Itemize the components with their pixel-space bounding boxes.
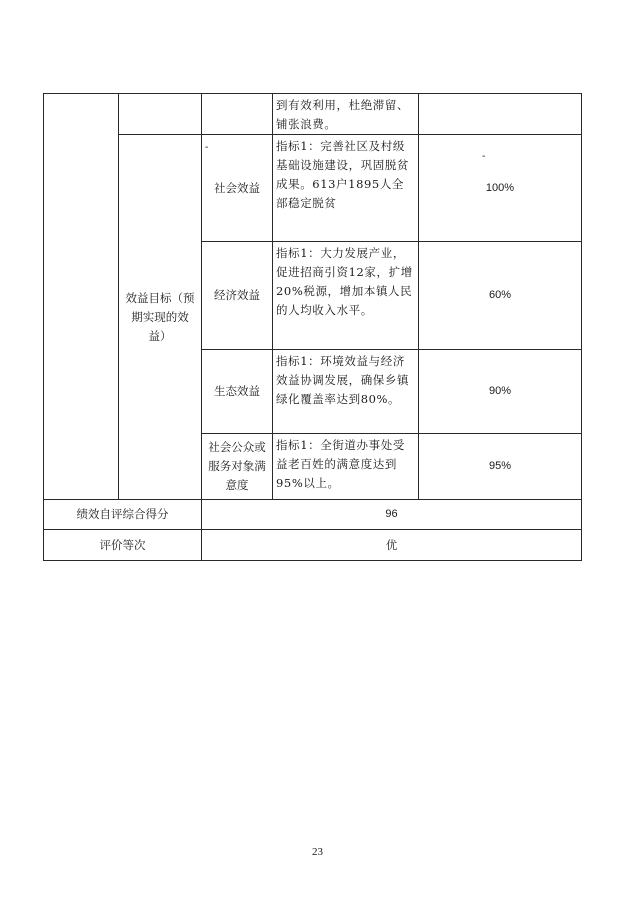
sub-category-ecological: 生态效益 [214,384,260,398]
indicator-cell: 指标1：全街道办事处受益老百姓的满意度达到95%以上。 [276,438,405,490]
sub-category-satisfaction: 社会公众或服务对象满意度 [208,440,266,492]
value-cell: 95% [488,460,512,472]
dash-mark: - [482,151,486,162]
page-number: 23 [312,846,323,858]
sub-category-economic: 经济效益 [214,288,260,302]
value-cell: 60% [488,289,512,301]
indicator-cell: 指标1：完善社区及村级基础设施建设，巩固脱贫成果。613户1895人全部稳定脱贫 [276,139,410,210]
indicator-cell: 指标1：大力发展产业，促进招商引资12家，扩增20%税源，增加本镇人民的人均收入水平。 [276,246,413,317]
grade-label: 评价等次 [99,537,146,552]
value-cell: 100% [485,181,515,194]
value-cell: 90% [488,385,512,397]
indicator-cell-continued: 到有效利用，杜绝滞留、铺张浪费。 [276,98,410,131]
benefit-category-cell: 效益目标（预期实现的效益） [125,290,195,343]
sub-category-social: 社会效益 [214,180,260,195]
score-label: 绩效自评综合得分 [76,507,169,521]
dash-mark: - [205,142,209,153]
indicator-cell: 指标1：环境效益与经济效益协调发展，确保乡镇绿化覆盖率达到80%。 [276,354,410,406]
score-value: 96 [385,508,398,520]
grade-value: 优 [385,537,398,552]
